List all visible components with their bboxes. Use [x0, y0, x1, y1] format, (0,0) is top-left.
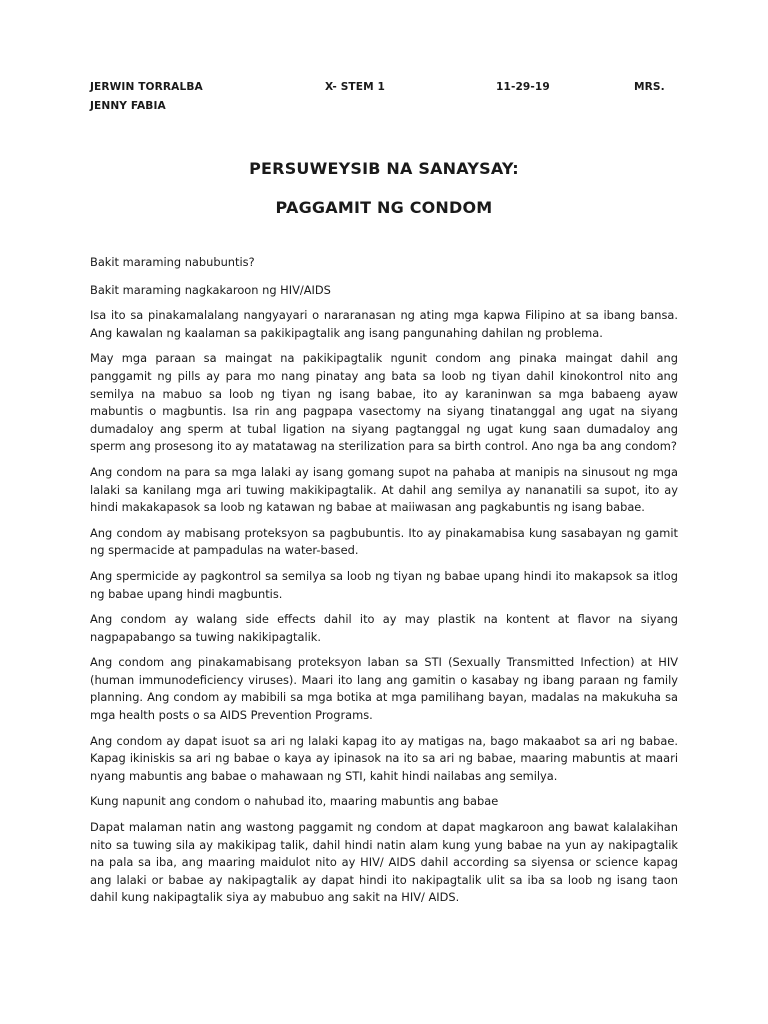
teacher-prefix: MRS.: [634, 81, 665, 93]
document-page: [90, 78, 678, 915]
essay-title: PERSUWEYSIB NA SANAYSAY:: [249, 159, 519, 178]
section-label: X- STEM 1: [325, 81, 385, 93]
teacher-name: JENNY FABIA: [90, 100, 166, 112]
paragraph: Dapat malaman natin ang wastong paggamit ng condom at dapat magkaroon ang bawat kalalakihan nito sa tuwing sila ay makikipag talik, dahil hindi natin alam kung yung babae na yun ay nakipagtalik na pala sa iba, ang maaring maidulot nito ay HIV/ AIDS dahil according sa siyensa or science kapag ang lalaki or babae ay nakipagtalik ay dapat hindi ito nakipagtalik ulit sa iba sa loob ng isang taon dahil kung nakipagtalik siya ay mabubuo ang sakit na HIV/ AIDS.: [90, 820, 678, 905]
essay-subtitle: PAGGAMIT NG CONDOM: [275, 198, 493, 217]
paragraph-question-2: Bakit maraming nagkakaroon ng HIV/AIDS: [90, 282, 331, 297]
paragraph: Ang condom ay mabisang proteksyon sa pagbubuntis. Ito ay pinakamabisa kung sasabayan ng gamit ng spermacide at pampadulas na water-based.: [90, 525, 678, 558]
paragraph: Ang condom ang pinakamabisang proteksyon laban sa STI (Sexually Transmitted Infection) at HIV (human immunodeficiency viruses). Maari ito lang ang gamitin o kasabay ng ibang paraan ng family planning. Ang condom ay mabibili sa mga botika at mga pamilihang bayan, madalas na makukuha sa mga health posts o sa AIDS Prevention Programs.: [90, 655, 678, 723]
paragraph: May mga paraan sa maingat na pakikipagtalik ngunit condom ang pinaka maingat dahil ang panggamit ng pills ay para mo nang pinatay ang bata sa loob ng tiyan dahil kinokontrol nito ang semilya na mabuo sa loob ng tiyan ng isang babae, ito ay karaninwan sa mga babaeng ayaw mabuntis o magbuntis. Isa rin ang pagpapa vasectomy na siyang tinatanggal ang ugat na siyang dumadaloy ang sperm at tubal ligation na siyang pagtanggal ng ugat kung saan dumadaloy ang sperm ang prosesong ito ay matatawag na sterilization para sa birth control. Ano nga ba ang condom?: [90, 351, 678, 454]
student-name: JERWIN TORRALBA: [90, 81, 203, 93]
paragraph: Ang condom na para sa mga lalaki ay isang gomang supot na pahaba at manipis na sinusout ng mga lalaki sa kanilang mga ari tuwing makikipagtalik. At dahil ang semilya ay nananatili sa supot, ito ay hindi makakapasok sa loob ng katawan ng babae at maiiwasan ang pagkabuntis ng isang babae.: [90, 464, 678, 515]
paragraph-question-1: Bakit maraming nabubuntis?: [90, 255, 255, 269]
paragraph: Isa ito sa pinakamalalang nangyayari o nararanasan ng ating mga kapwa Filipino at sa ibang bansa. Ang kawalan ng kaalaman sa pakikipagtalik ang isang pangunahing dahilan ng problema.: [90, 308, 678, 340]
paragraph: Ang spermicide ay pagkontrol sa semilya sa loob ng tiyan ng babae upang hindi ito makapsok sa itlog ng babae upang hindi magbuntis.: [90, 568, 678, 601]
date-label: 11-29-19: [496, 81, 550, 93]
header-row: [90, 78, 678, 97]
essay-body: [90, 254, 678, 907]
paragraph: Ang condom ay walang side effects dahil ito ay may plastik na kontent at flavor na siyang nagpapabango sa tuwing nakikipagtalik.: [90, 612, 678, 644]
paragraph: Ang condom ay dapat isuot sa ari ng lalaki kapag ito ay matigas na, bago makaabot sa ari ng babae. Kapag ikiniskis sa ari ng babae o kaya ay ipinasok na ito sa ari ng babae, maaring mabuntis at maari nyang mabuntis ang babae o mahawaan ng STI, kahit hindi nailabas ang semilya.: [90, 733, 678, 783]
paragraph: Kung napunit ang condom o nahubad ito, maaring mabuntis ang babae: [90, 794, 499, 809]
